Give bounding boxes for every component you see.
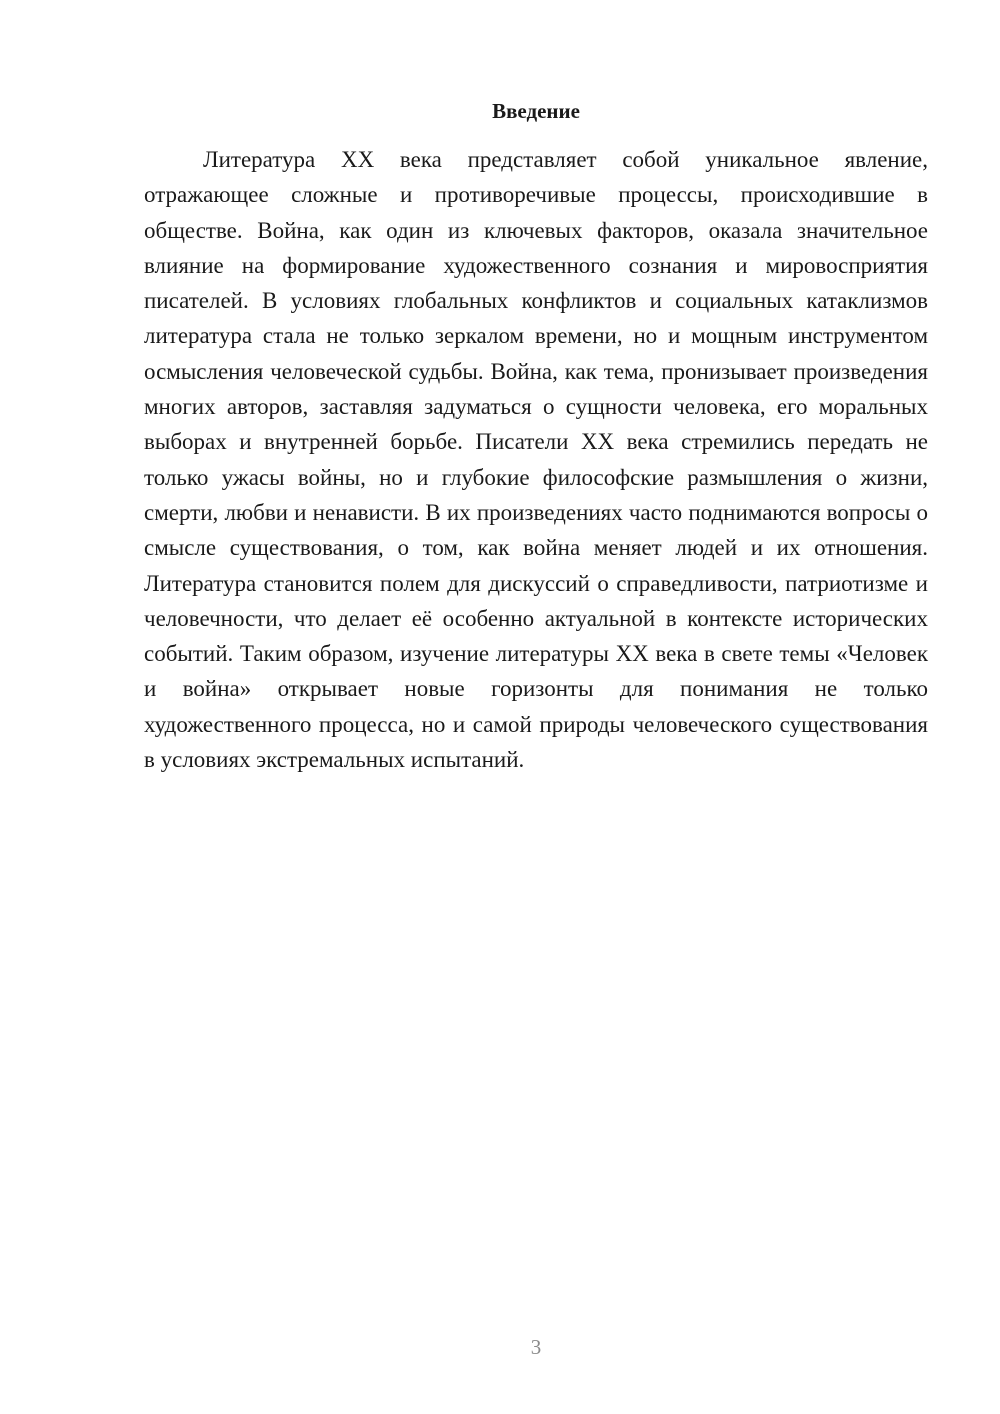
body-paragraph: Литература XX века представляет собой уникальное явление, отражающее сложные и противоречивые процессы, происходившие в обществе. Война, как один из ключевых факторов, оказала значительное влияние на формирование художественного сознания и мировосприятия писателей. В условиях глобальных конфликтов и социальных катаклизмов литература стала не только зеркалом времени, но и мощным инструментом осмысления человеческой судьбы. Война, как тема, пронизывает произведения многих авторов, заставляя задуматься о сущности человека, его моральных выборах и внутренней борьбе. Писатели XX века стремились передать не только ужасы войны, но и глубокие философские размышления о жизни, смерти, любви и ненависти. В их произведениях часто поднимаются вопросы о смысле существования, о том, как война меняет людей и их отношения. Литература становится полем для дискуссий о справедливости, патриотизме и человечности, что делает её особенно актуальной в контексте исторических событий. Таким образом, изучение литературы XX века в свете темы «Человек и война» открывает новые горизонты для понимания не только художественного процесса, но и самой природы человеческого существования в условиях экстремальных испытаний. <box>144 147 928 773</box>
page-number: 3 <box>530 1335 542 1359</box>
section-heading: Введение <box>492 99 580 123</box>
